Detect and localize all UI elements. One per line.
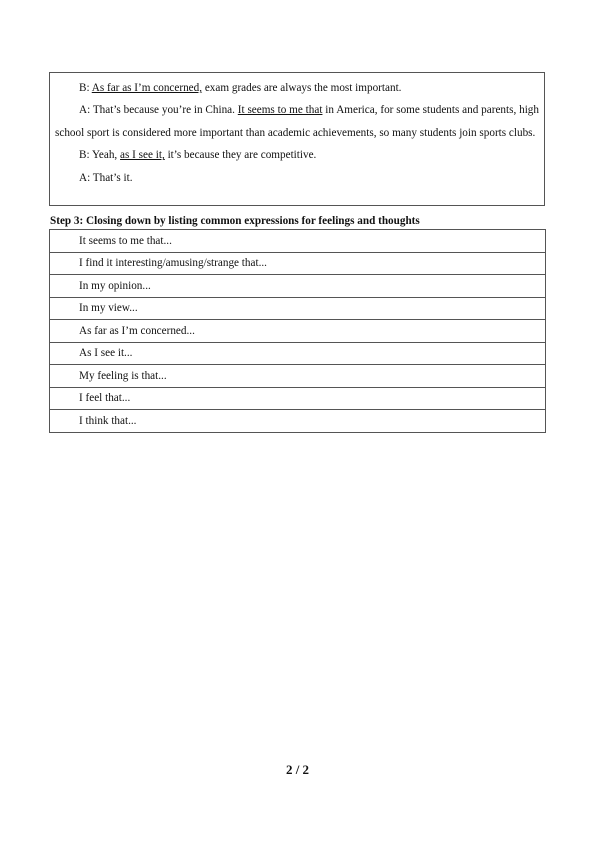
table-row [50,320,546,343]
dialogue-line-a2: A: That’s it. [79,171,133,184]
dialogue-line-b2-prefix: B: Yeah, [79,149,121,162]
dialogue-line-b2 [55,144,539,166]
table-row [50,230,546,253]
expression-cell: In my view... [50,297,546,320]
expression-cell: As far as I’m concerned... [50,320,546,343]
expression-cell: I find it interesting/amusing/strange that... [50,252,546,275]
expression-cell: My feeling is that... [50,365,546,388]
table-row [50,297,546,320]
dialogue-line-b1-prefix: B: [79,82,92,94]
dialogue-box [49,72,545,206]
expressions-table [49,229,546,433]
dialogue-line-b1-rest: exam grades are always the most important. [202,82,402,94]
dialogue-line-a1 [55,99,539,144]
dialogue-line-b2-rest: it’s because they are competitive. [164,149,317,162]
table-row [50,252,546,275]
dialogue-line-a1-underlined: It seems to me that [237,104,323,117]
expression-cell: I think that... [50,410,546,433]
expression-cell: I feel that... [50,387,546,410]
table-row [50,410,546,433]
expression-cell: As I see it... [50,342,546,365]
dialogue-line-b2-underlined: as I see it, [120,149,165,162]
dialogue-line-b1-underlined: As far as I’m concerned, [91,82,203,94]
table-row [50,387,546,410]
dialogue-line-b1 [55,77,539,99]
expression-cell: It seems to me that... [50,230,546,253]
page-number: 2 / 2 [285,762,310,777]
dialogue-line-a1-prefix: A: That’s because you’re in China. [79,104,238,117]
dialogue-line-a1-rest: in America, for some students and parents, high school sport is considered more important than academic achievements, so many students join sports clubs. [55,104,539,139]
step3-heading: Step 3: Closing down by listing common expressions for feelings and thoughts [50,215,420,227]
table-row [50,275,546,298]
expression-cell: In my opinion... [50,275,546,298]
table-row [50,342,546,365]
table-row [50,365,546,388]
